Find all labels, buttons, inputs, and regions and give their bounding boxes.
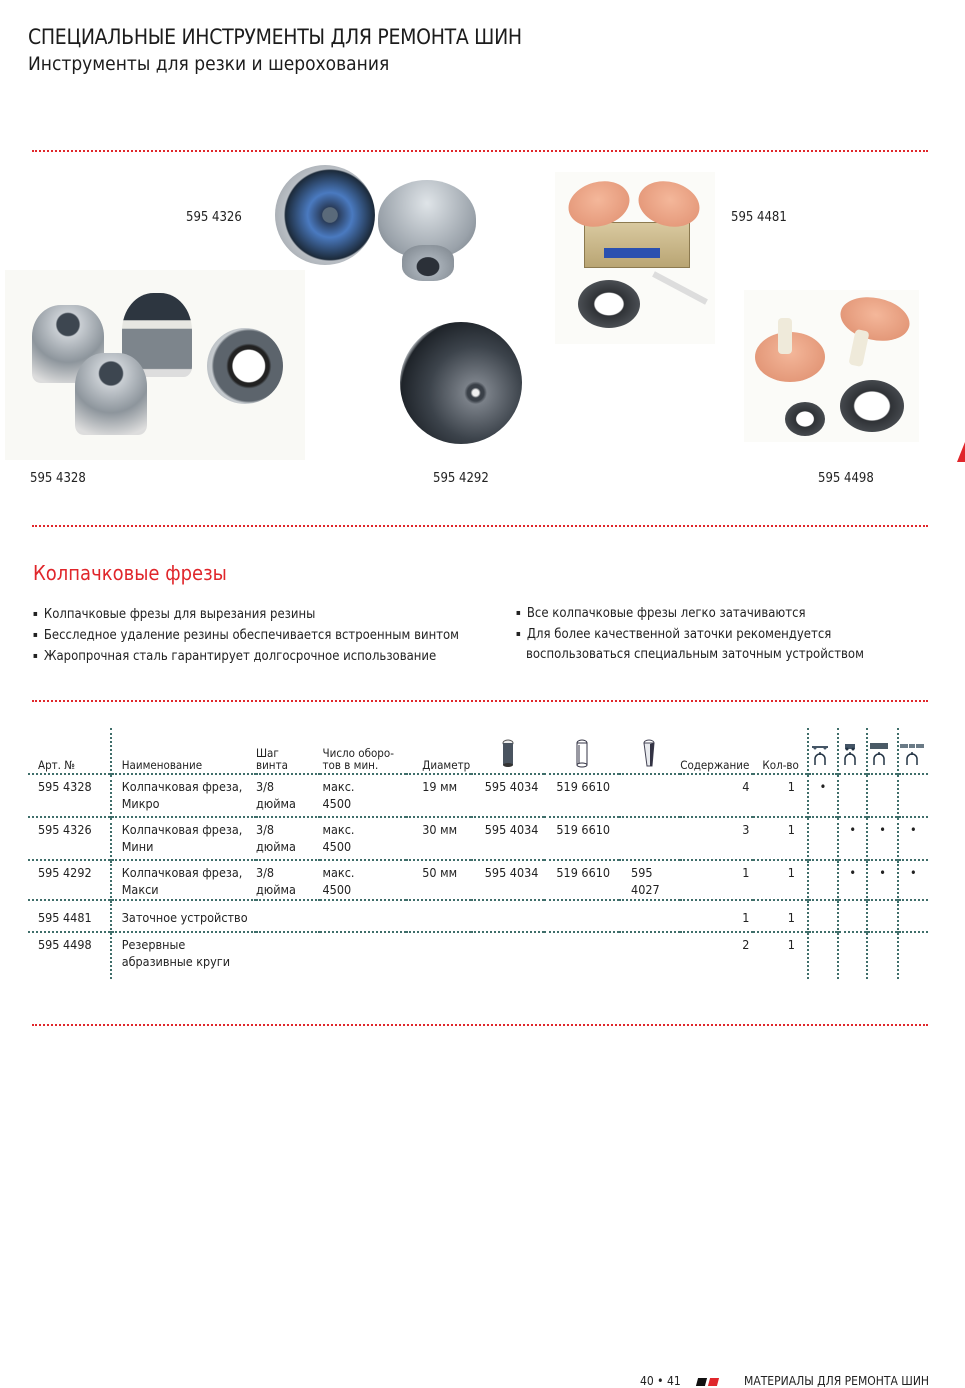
quantity: 1 [753, 774, 807, 817]
vehicle-motorcycle-mark [808, 817, 838, 860]
col-header-pitch: Шаг винта [255, 746, 288, 772]
content: 4 [680, 774, 754, 817]
vehicle-truck-trailer-mark [898, 774, 928, 817]
bullet-item: ▪ Колпачковые фрезы для вырезания резины [33, 604, 459, 625]
content: 2 [680, 932, 754, 979]
page-title: СПЕЦИАЛЬНЫЕ ИНСТРУМЕНТЫ ДЛЯ РЕМОНТА ШИН [28, 25, 522, 49]
vehicle-car-mark: • [838, 860, 867, 900]
thread-pitch: 3/8 дюйма [256, 817, 320, 860]
truck-icon [868, 741, 890, 769]
motorcycle-icon [809, 741, 831, 769]
quantity: 1 [753, 817, 807, 860]
col-header-acc3 [619, 728, 680, 774]
product-name: Колпачковая фреза, Микро [111, 774, 256, 817]
tapered-cylinder-icon [642, 739, 656, 769]
accessory-2: 519 6610 [544, 860, 619, 900]
diameter: 19 мм [406, 774, 470, 817]
vehicle-truck-trailer-mark: • [898, 860, 928, 900]
accessory-2 [544, 900, 619, 932]
thread-pitch: 3/8 дюйма [256, 774, 320, 817]
accessory-1: 595 4034 [471, 817, 545, 860]
dark-cylinder-icon [501, 739, 515, 769]
vehicle-truck-trailer-mark [898, 932, 928, 979]
col-header-qty: Кол-во [762, 758, 799, 772]
divider [32, 1024, 928, 1026]
product-image-4481-ring [578, 280, 640, 328]
article-number[interactable]: 595 4326 [28, 817, 111, 860]
vehicle-motorcycle-mark [808, 932, 838, 979]
product-image-4481-plate [604, 248, 660, 258]
vehicle-car-mark [838, 774, 867, 817]
product-image-4498-ring-large [840, 380, 904, 432]
bullet-item: ▪ Бесследное удаление резины обеспечивается встроенным винтом [33, 625, 459, 646]
vehicle-truck-mark: • [867, 817, 897, 860]
image-label-4328: 595 4328 [30, 471, 86, 486]
section-title: Колпачковые фрезы [33, 561, 227, 585]
accessory-3 [619, 932, 680, 979]
rpm [320, 932, 407, 979]
content: 1 [680, 860, 754, 900]
content: 3 [680, 817, 754, 860]
vehicle-truck-mark [867, 774, 897, 817]
diameter [406, 932, 470, 979]
footer-logo-mark-red [708, 1378, 719, 1386]
accessory-3 [619, 900, 680, 932]
bullet-item: ▪ Для более качественной заточки рекомендуется [516, 624, 864, 645]
product-name: Заточное устройство [111, 900, 256, 932]
image-label-4498: 595 4498 [818, 471, 874, 486]
col-header-acc1 [471, 728, 545, 774]
product-image-4328-c [75, 353, 147, 435]
diameter: 50 мм [406, 860, 470, 900]
vehicle-car-mark: • [838, 817, 867, 860]
quantity: 1 [753, 932, 807, 979]
table-row [28, 860, 928, 900]
page-subtitle: Инструменты для резки и шерохования [28, 53, 390, 75]
accessory-3 [619, 817, 680, 860]
diameter [406, 900, 470, 932]
product-name: Колпачковая фреза, Мини [111, 817, 256, 860]
vehicle-truck-mark [867, 932, 897, 979]
divider [32, 525, 928, 527]
vehicle-motorcycle-mark [808, 900, 838, 932]
accessory-3: 595 4027 [619, 860, 680, 900]
quantity: 1 [753, 860, 807, 900]
bullet-list-left [33, 604, 459, 667]
vehicle-truck-mark: • [867, 860, 897, 900]
product-image-4481-block [584, 222, 690, 268]
accessory-1: 595 4034 [471, 860, 545, 900]
rpm [320, 900, 407, 932]
col-header-car [838, 728, 867, 774]
truck-trailer-icon [899, 741, 925, 769]
quantity: 1 [753, 900, 807, 932]
thread-pitch [256, 932, 320, 979]
divider [32, 150, 928, 152]
table-row [28, 900, 928, 932]
col-header-art: Арт. № [38, 758, 76, 772]
bullet-item: ▪ Жаропрочная сталь гарантирует долгосрочное использование [33, 646, 459, 667]
col-header-rpm: Число оборо- тов в мин. [322, 746, 394, 772]
col-header-acc2 [544, 728, 619, 774]
vehicle-car-mark [838, 900, 867, 932]
vehicle-truck-trailer-mark: • [898, 817, 928, 860]
product-image-4498-ring-small [785, 402, 825, 436]
accessory-2: 519 6610 [544, 774, 619, 817]
accessory-2 [544, 932, 619, 979]
table-row [28, 817, 928, 860]
outline-cylinder-icon [575, 739, 589, 769]
table-row [28, 932, 928, 979]
col-header-truck [867, 728, 897, 774]
article-number[interactable]: 595 4292 [28, 860, 111, 900]
article-number[interactable]: 595 4498 [28, 932, 111, 979]
article-number[interactable]: 595 4481 [28, 900, 111, 932]
col-header-diameter: Диаметр [422, 758, 471, 772]
table-row [28, 774, 928, 817]
article-number[interactable]: 595 4328 [28, 774, 111, 817]
vehicle-motorcycle-mark: • [808, 774, 838, 817]
col-header-motorcycle [808, 728, 838, 774]
product-image-4498-shaft-a [778, 318, 792, 354]
thread-pitch [256, 900, 320, 932]
bullet-item-continuation: воспользоваться специальным заточным устройством [526, 647, 864, 662]
footer-section-title: МАТЕРИАЛЫ ДЛЯ РЕМОНТА ШИН [744, 1374, 930, 1388]
image-label-4326: 595 4326 [186, 210, 242, 225]
bullet-item: ▪ Все колпачковые фрезы легко затачиваются [516, 603, 864, 624]
thread-pitch: 3/8 дюйма [256, 860, 320, 900]
product-table [28, 728, 928, 979]
page-edge-marker [957, 442, 965, 462]
content: 1 [680, 900, 754, 932]
accessory-1 [471, 932, 545, 979]
vehicle-car-mark [838, 932, 867, 979]
rpm: макс. 4500 [320, 860, 407, 900]
col-header-truck-trailer [898, 728, 928, 774]
page-numbers: 40 • 41 [640, 1374, 681, 1388]
table-header-row [28, 728, 928, 774]
col-header-name: Наименование [111, 728, 256, 774]
image-label-4481: 595 4481 [731, 210, 787, 225]
product-image-4292 [400, 322, 522, 444]
accessory-1: 595 4034 [471, 774, 545, 817]
rpm: макс. 4500 [320, 774, 407, 817]
image-label-4292: 595 4292 [433, 471, 489, 486]
product-name: Колпачковая фреза, Макси [111, 860, 256, 900]
product-image-4326-c [402, 245, 454, 281]
col-header-content: Содержание [680, 758, 750, 772]
rpm: макс. 4500 [320, 817, 407, 860]
car-icon [839, 741, 861, 769]
accessory-2: 519 6610 [544, 817, 619, 860]
product-name: Резервные абразивные круги [111, 932, 256, 979]
product-image-4326-a [275, 165, 375, 265]
accessory-3 [619, 774, 680, 817]
bullet-list-right [516, 603, 864, 665]
vehicle-truck-trailer-mark [898, 900, 928, 932]
accessory-1 [471, 900, 545, 932]
vehicle-truck-mark [867, 900, 897, 932]
divider [32, 700, 928, 702]
product-image-4328-d [207, 328, 283, 404]
footer-logo-mark-black [696, 1378, 707, 1386]
diameter: 30 мм [406, 817, 470, 860]
vehicle-motorcycle-mark [808, 860, 838, 900]
